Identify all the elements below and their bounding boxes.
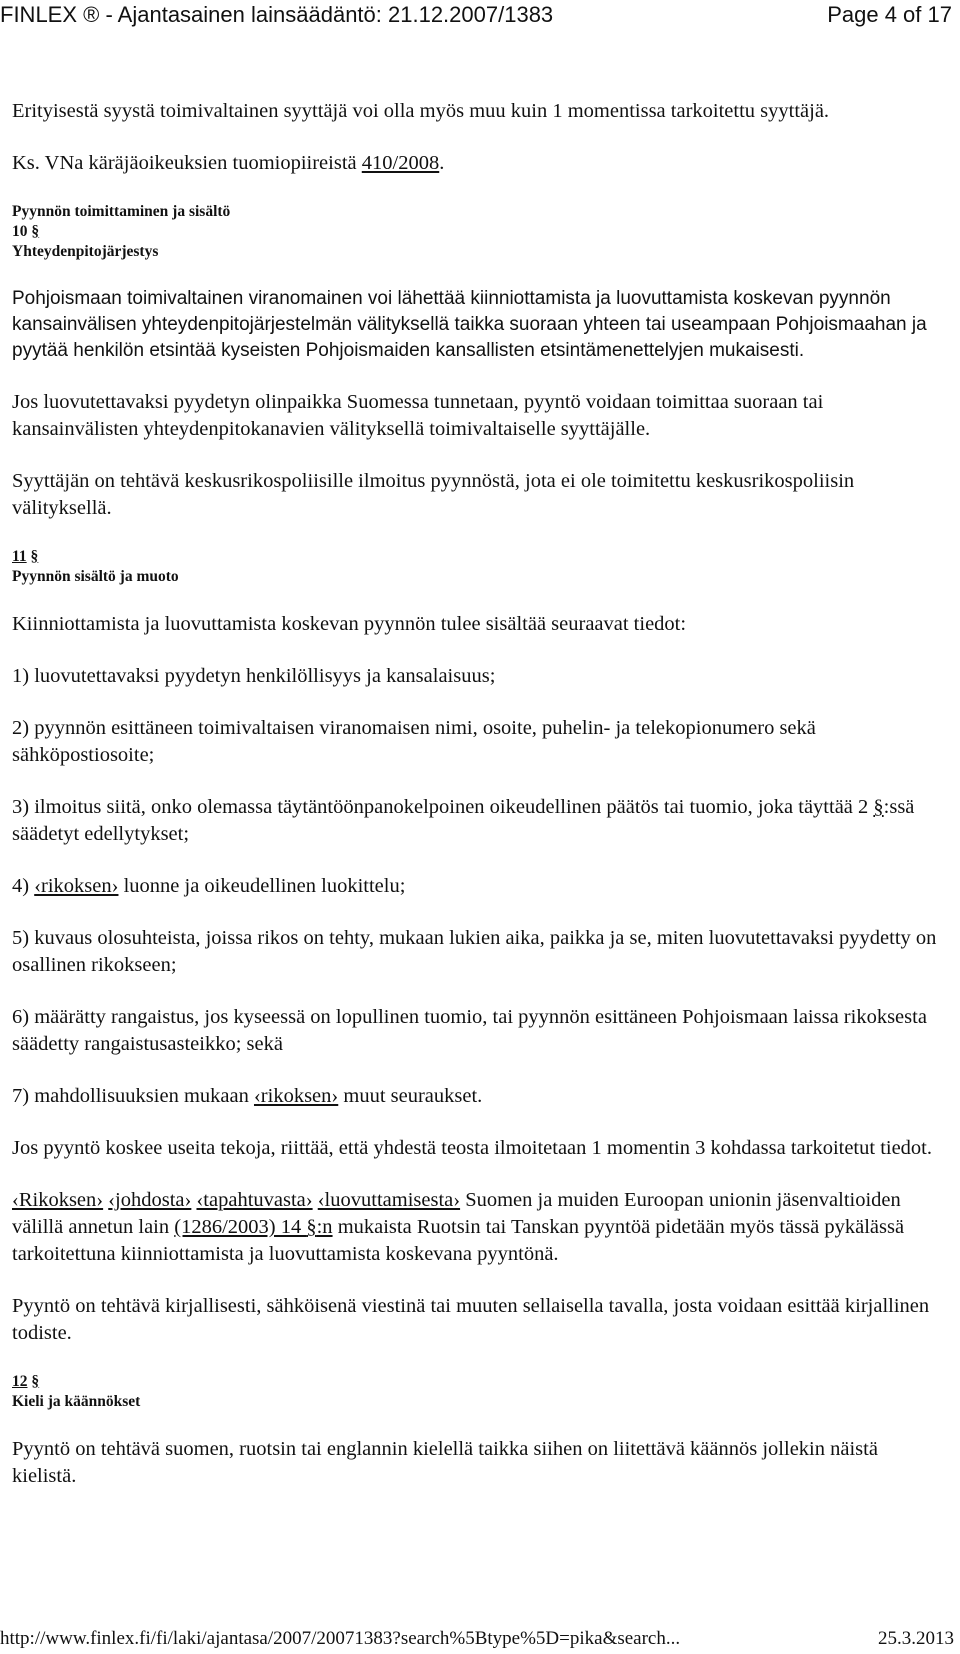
list-item: 5) kuvaus olosuhteista, joissa rikos on tehty, mukaan lukien aika, paikka ja se, miten luovutettavaksi pyydetty on osallinen rikokseen;	[12, 927, 937, 976]
paragraph: Erityisestä syystä toimivaltainen syyttäjä voi olla myös muu kuin 1 momentissa tarkoitettu syyttäjä.	[12, 100, 830, 122]
decree-link[interactable]: 410/2008	[361, 152, 440, 174]
term-link[interactable]: ‹luovuttamisesta›	[317, 1189, 461, 1211]
section-number-link[interactable]: 11	[12, 548, 27, 565]
paragraph: Pyyntö on tehtävä kirjallisesti, sähköisenä viestinä tai muuten sellaisella tavalla, josta voidaan esittää kirjallinen todiste.	[12, 1295, 930, 1344]
section-title: Kieli ja käännökset	[12, 1393, 141, 1410]
law-link[interactable]: (1286/2003) 14 §:n	[174, 1216, 333, 1238]
list-item: 6) määrätty rangaistus, jos kyseessä on lopullinen tuomio, tai pyynnön esittäneen Pohjoismaan laissa rikoksesta säädetty rangaistusasteikko; sekä	[12, 1006, 927, 1055]
page-header	[0, 0, 960, 36]
reference-note: Ks. VNa käräjäoikeuksien tuomiopiireistä 410/2008.	[12, 152, 445, 174]
chapter-title: Pyynnön toimittaminen ja sisältö	[12, 203, 231, 220]
term-link[interactable]: ‹johdosta›	[108, 1189, 192, 1211]
page-number: Page 4 of 17	[827, 2, 952, 27]
section-link[interactable]: §	[873, 796, 884, 818]
print-date: 25.3.2013	[878, 1628, 954, 1649]
term-link[interactable]: ‹tapahtuvasta›	[196, 1189, 313, 1211]
section-title: Yhteydenpitojärjestys	[12, 243, 159, 260]
section-link[interactable]: §	[31, 223, 40, 240]
term-link[interactable]: ‹rikoksen›	[34, 875, 119, 897]
paragraph: Jos luovutettavaksi pyydetyn olinpaikka Suomessa tunnetaan, pyyntö voidaan toimittaa suoraan tai kansainvälisten yhteydenpitokanavien välityksellä toimivaltaiselle syyttäjälle.	[12, 391, 824, 440]
document-title: FINLEX ® - Ajantasainen lainsäädäntö: 21.12.2007/1383	[0, 2, 554, 27]
term-link[interactable]: ‹Rikoksen›	[12, 1189, 104, 1211]
section-11-heading	[12, 547, 942, 587]
list-item: 4) ‹rikoksen› luonne ja oikeudellinen luokittelu;	[12, 875, 406, 897]
list-item: 7) mahdollisuuksien mukaan ‹rikoksen› muut seuraukset.	[12, 1085, 483, 1107]
paragraph: Kiinniottamista ja luovuttamista koskevan pyynnön tulee sisältää seuraavat tiedot:	[12, 613, 687, 635]
paragraph: Jos pyyntö koskee useita tekoja, riittää, että yhdestä teosta ilmoitetaan 1 momentin 3 kohdassa tarkoitetut tiedot.	[12, 1137, 933, 1159]
paragraph: Syyttäjän on tehtävä keskusrikospoliisille ilmoitus pyynnöstä, jota ei ole toimitettu keskusrikospoliisin välityksellä.	[12, 470, 855, 519]
paragraph: ‹Rikoksen› ‹johdosta› ‹tapahtuvasta› ‹luovuttamisesta› Suomen ja muiden Euroopan unionin jäsenvaltioiden välillä annetun lain (1286/2003) 14 §:n mukaista Ruotsin tai Tanskan pyyntöä pidetään myös tässä pykälässä tarkoitettuna kiinniottamista ja luovuttamista koskevana pyyntönä.	[12, 1189, 905, 1265]
section-number	[12, 1372, 942, 1392]
section-number: 10 §	[12, 223, 40, 240]
section-12-heading	[12, 1372, 942, 1412]
section-title: Pyynnön sisältö ja muoto	[12, 568, 179, 585]
section-10-heading	[12, 202, 942, 262]
section-number	[12, 547, 942, 567]
paragraph: Pyyntö on tehtävä suomen, ruotsin tai englannin kielellä taikka siihen on liitettävä käännös jollekin näistä kielistä.	[12, 1438, 878, 1487]
document-body	[12, 98, 942, 1515]
section-number-link[interactable]: 12	[12, 1373, 28, 1390]
source-url: http://www.finlex.fi/fi/laki/ajantasa/2007/20071383?search%5Btype%5D=pika&search...	[0, 1628, 681, 1649]
term-link[interactable]: ‹rikoksen›	[253, 1085, 339, 1107]
list-item: 1) luovutettavaksi pyydetyn henkilöllisyys ja kansalaisuus;	[12, 665, 496, 687]
list-item: 2) pyynnön esittäneen toimivaltaisen viranomaisen nimi, osoite, puhelin- ja telekopionumero sekä sähköpostiosoite;	[12, 717, 816, 766]
list-item: 3) ilmoitus siitä, onko olemassa täytäntöönpanokelpoinen oikeudellinen päätös tai tuomio, joka täyttää 2 §:ssä säädetyt edellytykset;	[12, 796, 915, 845]
section-link[interactable]: §	[30, 548, 39, 565]
paragraph: Pohjoismaan toimivaltainen viranomainen voi lähettää kiinniottamista ja luovuttamista koskevan pyynnön kansainvälisen yhteydenpitojärjestelmän välityksellä taikka suoraan yhteen tai useampaan Pohjoismaahan ja pyytää henkilön etsintää kyseisten Pohjoismaiden kansallisten etsintämenettelyjen mukaisesti.	[12, 288, 927, 361]
page-footer	[0, 1626, 960, 1654]
section-link[interactable]: §	[31, 1373, 40, 1390]
